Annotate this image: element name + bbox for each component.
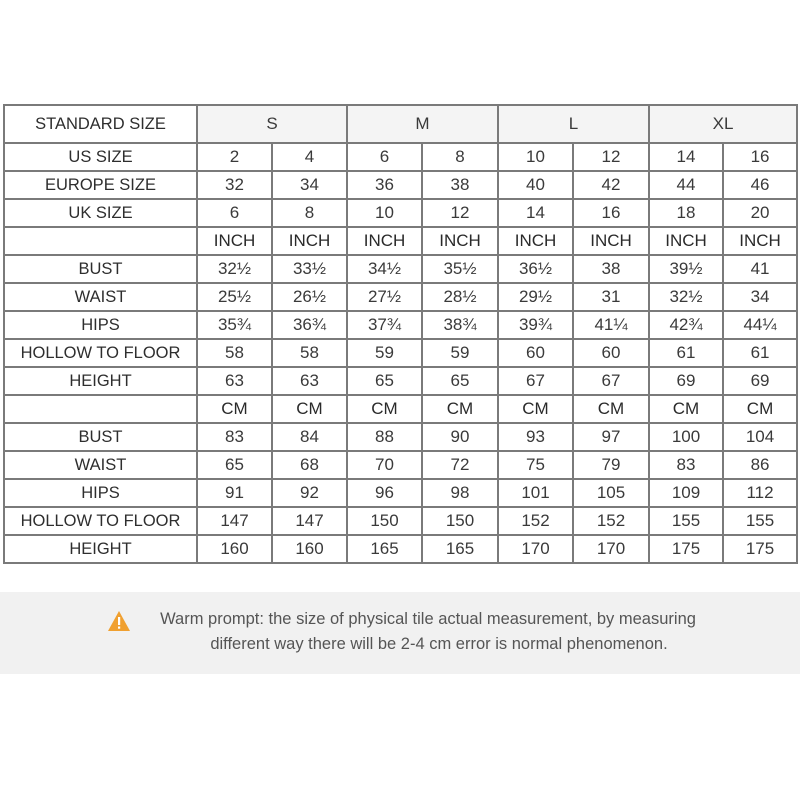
value-cell: 2 (197, 143, 272, 171)
value-cell: 46 (723, 171, 797, 199)
unit-cell: CM (197, 395, 272, 423)
value-cell: 65 (422, 367, 498, 395)
value-cell: 27½ (347, 283, 422, 311)
unit-cell: INCH (498, 227, 573, 255)
row-label: BUST (4, 255, 197, 283)
row-label (4, 227, 197, 255)
value-cell: 92 (272, 479, 347, 507)
row-label: HIPS (4, 311, 197, 339)
row-label: HOLLOW TO FLOOR (4, 339, 197, 367)
value-cell: 147 (272, 507, 347, 535)
value-cell: 63 (272, 367, 347, 395)
value-cell: 4 (272, 143, 347, 171)
value-cell: 44¼ (723, 311, 797, 339)
value-cell: 160 (272, 535, 347, 563)
value-cell: 34½ (347, 255, 422, 283)
value-cell: 36¾ (272, 311, 347, 339)
value-cell: 100 (649, 423, 723, 451)
value-cell: 14 (649, 143, 723, 171)
value-cell: 150 (347, 507, 422, 535)
value-cell: 41 (723, 255, 797, 283)
table-row (4, 339, 797, 367)
size-group-l: L (498, 105, 649, 143)
size-group-s: S (197, 105, 347, 143)
value-cell: 96 (347, 479, 422, 507)
value-cell: 175 (723, 535, 797, 563)
value-cell: 18 (649, 199, 723, 227)
unit-cell: CM (498, 395, 573, 423)
value-cell: 35¾ (197, 311, 272, 339)
value-cell: 38 (422, 171, 498, 199)
value-cell: 36 (347, 171, 422, 199)
row-label: HIPS (4, 479, 197, 507)
notice-line-1: Warm prompt: the size of physical tile actual measurement, by measuring (160, 610, 696, 628)
value-cell: 93 (498, 423, 573, 451)
unit-cell: CM (422, 395, 498, 423)
value-cell: 60 (573, 339, 649, 367)
value-cell: 165 (422, 535, 498, 563)
table-row (4, 535, 797, 563)
value-cell: 165 (347, 535, 422, 563)
size-header-row (4, 105, 797, 143)
value-cell: 25½ (197, 283, 272, 311)
value-cell: 38¾ (422, 311, 498, 339)
value-cell: 42 (573, 171, 649, 199)
value-cell: 65 (347, 367, 422, 395)
unit-cell: CM (347, 395, 422, 423)
value-cell: 58 (197, 339, 272, 367)
value-cell: 41¼ (573, 311, 649, 339)
row-label: HEIGHT (4, 367, 197, 395)
value-cell: 36½ (498, 255, 573, 283)
row-label: HOLLOW TO FLOOR (4, 507, 197, 535)
size-chart-table (3, 104, 798, 564)
value-cell: 90 (422, 423, 498, 451)
row-label: EUROPE SIZE (4, 171, 197, 199)
value-cell: 60 (498, 339, 573, 367)
value-cell: 68 (272, 451, 347, 479)
value-cell: 20 (723, 199, 797, 227)
size-group-xl: XL (649, 105, 797, 143)
value-cell: 147 (197, 507, 272, 535)
value-cell: 67 (498, 367, 573, 395)
value-cell: 152 (573, 507, 649, 535)
row-label (4, 395, 197, 423)
value-cell: 59 (422, 339, 498, 367)
value-cell: 91 (197, 479, 272, 507)
value-cell: 70 (347, 451, 422, 479)
value-cell: 88 (347, 423, 422, 451)
row-label: HEIGHT (4, 535, 197, 563)
value-cell: 86 (723, 451, 797, 479)
unit-cell: CM (573, 395, 649, 423)
table-row (4, 507, 797, 535)
table-row (4, 479, 797, 507)
value-cell: 170 (573, 535, 649, 563)
value-cell: 152 (498, 507, 573, 535)
value-cell: 72 (422, 451, 498, 479)
value-cell: 28½ (422, 283, 498, 311)
value-cell: 83 (197, 423, 272, 451)
unit-cell: INCH (272, 227, 347, 255)
value-cell: 35½ (422, 255, 498, 283)
value-cell: 40 (498, 171, 573, 199)
value-cell: 8 (422, 143, 498, 171)
unit-cell: INCH (197, 227, 272, 255)
value-cell: 14 (498, 199, 573, 227)
value-cell: 65 (197, 451, 272, 479)
value-cell: 83 (649, 451, 723, 479)
value-cell: 12 (573, 143, 649, 171)
value-cell: 101 (498, 479, 573, 507)
value-cell: 34 (723, 283, 797, 311)
value-cell: 59 (347, 339, 422, 367)
table-row (4, 255, 797, 283)
value-cell: 75 (498, 451, 573, 479)
value-cell: 29½ (498, 283, 573, 311)
value-cell: 170 (498, 535, 573, 563)
row-label: US SIZE (4, 143, 197, 171)
table-row (4, 367, 797, 395)
value-cell: 16 (723, 143, 797, 171)
value-cell: 44 (649, 171, 723, 199)
value-cell: 10 (498, 143, 573, 171)
value-cell: 39¾ (498, 311, 573, 339)
value-cell: 61 (723, 339, 797, 367)
header-label: STANDARD SIZE (4, 105, 197, 143)
value-cell: 26½ (272, 283, 347, 311)
table-row (4, 283, 797, 311)
table-row (4, 171, 797, 199)
table-row (4, 311, 797, 339)
table-row (4, 395, 797, 423)
unit-cell: CM (272, 395, 347, 423)
size-group-m: M (347, 105, 498, 143)
value-cell: 37¾ (347, 311, 422, 339)
value-cell: 6 (347, 143, 422, 171)
value-cell: 104 (723, 423, 797, 451)
value-cell: 39½ (649, 255, 723, 283)
value-cell: 69 (723, 367, 797, 395)
value-cell: 97 (573, 423, 649, 451)
table-row (4, 199, 797, 227)
table-row (4, 451, 797, 479)
unit-cell: INCH (573, 227, 649, 255)
value-cell: 109 (649, 479, 723, 507)
row-label: BUST (4, 423, 197, 451)
value-cell: 33½ (272, 255, 347, 283)
value-cell: 8 (272, 199, 347, 227)
value-cell: 175 (649, 535, 723, 563)
value-cell: 32½ (197, 255, 272, 283)
row-label: WAIST (4, 283, 197, 311)
value-cell: 58 (272, 339, 347, 367)
value-cell: 10 (347, 199, 422, 227)
value-cell: 63 (197, 367, 272, 395)
value-cell: 12 (422, 199, 498, 227)
value-cell: 31 (573, 283, 649, 311)
value-cell: 34 (272, 171, 347, 199)
value-cell: 155 (723, 507, 797, 535)
value-cell: 42¾ (649, 311, 723, 339)
value-cell: 32 (197, 171, 272, 199)
value-cell: 155 (649, 507, 723, 535)
unit-cell: CM (723, 395, 797, 423)
row-label: UK SIZE (4, 199, 197, 227)
unit-cell: INCH (649, 227, 723, 255)
value-cell: 84 (272, 423, 347, 451)
value-cell: 112 (723, 479, 797, 507)
value-cell: 98 (422, 479, 498, 507)
unit-cell: INCH (347, 227, 422, 255)
notice-box (0, 592, 800, 674)
unit-cell: CM (649, 395, 723, 423)
table-row (4, 143, 797, 171)
value-cell: 32½ (649, 283, 723, 311)
row-label: WAIST (4, 451, 197, 479)
table-row (4, 227, 797, 255)
value-cell: 16 (573, 199, 649, 227)
value-cell: 38 (573, 255, 649, 283)
value-cell: 6 (197, 199, 272, 227)
value-cell: 160 (197, 535, 272, 563)
unit-cell: INCH (422, 227, 498, 255)
value-cell: 69 (649, 367, 723, 395)
table-row (4, 423, 797, 451)
value-cell: 67 (573, 367, 649, 395)
notice-line-2: different way there will be 2-4 cm error is normal phenomenon. (210, 635, 668, 653)
value-cell: 105 (573, 479, 649, 507)
value-cell: 79 (573, 451, 649, 479)
value-cell: 150 (422, 507, 498, 535)
value-cell: 61 (649, 339, 723, 367)
unit-cell: INCH (723, 227, 797, 255)
